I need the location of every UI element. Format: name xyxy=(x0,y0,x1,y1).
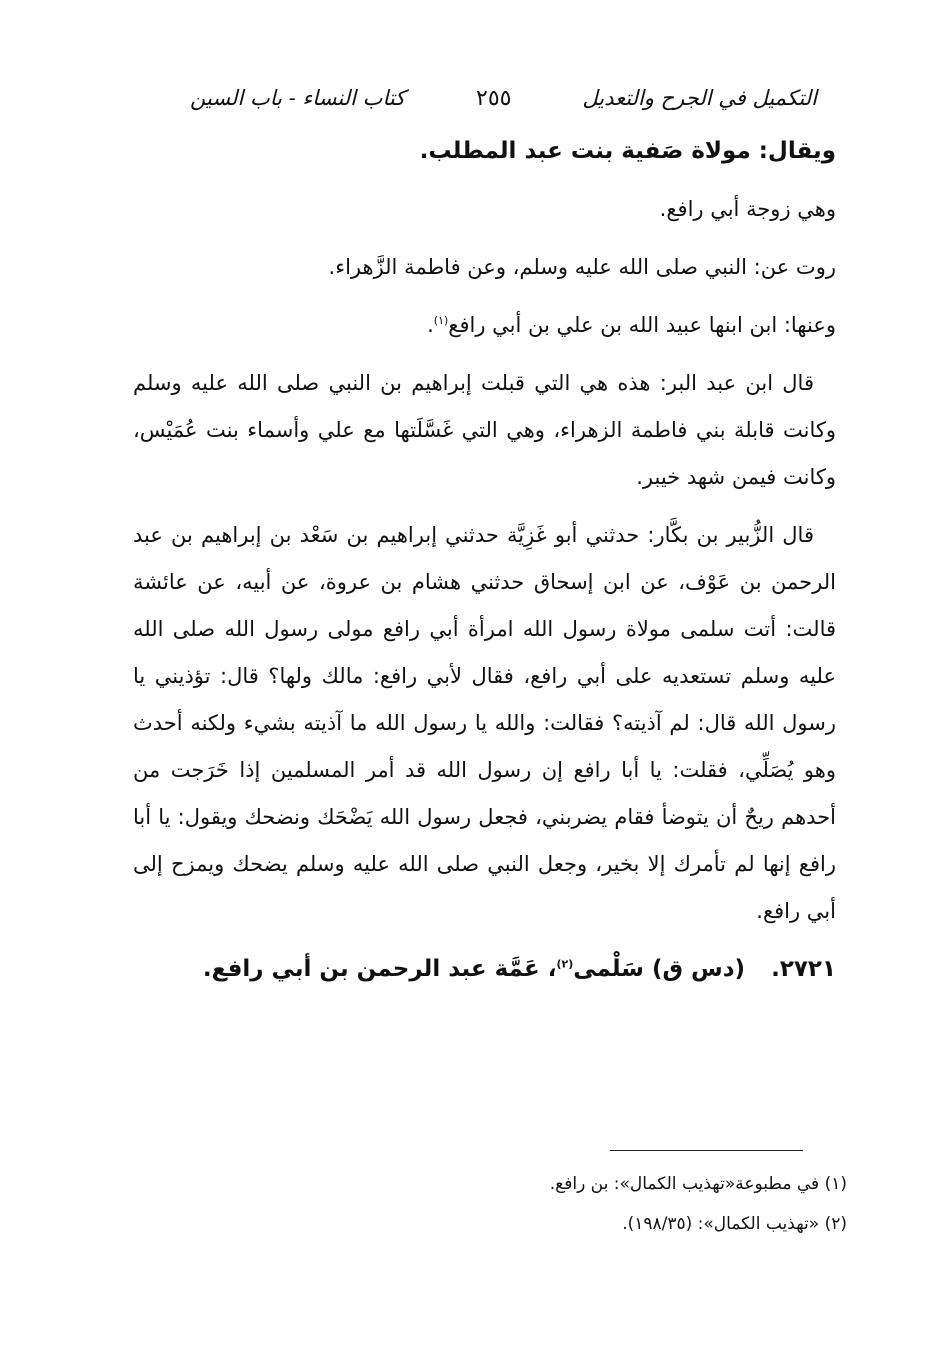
paragraph-ibn-abd-al-barr: قال ابن عبد البر: هذه هي التي قبلت إبراهيم بن النبي صلى الله عليه وسلم وكانت قابلة بني فاطمة الزهراء، وهي التي غَسَّلَتها مع علي وأسماء بنت عُمَيْس، وكانت فيمن شهد خيبر. xyxy=(133,371,836,489)
line-wife xyxy=(133,186,836,233)
paragraph-zubayr: قال الزُّبير بن بكَّار: حدثني أبو غَزِيَّة حدثني إبراهيم بن سَعْد بن إبراهيم بن عبد الرحمن بن عَوْف، عن ابن إسحاق حدثني هشام بن عروة، عن أبيه، عن عائشة قالت: أتت سلمى مولاة رسول الله امرأة أبي رافع مولى رسول الله صلى الله عليه وسلم تستعديه على أبي رافع، فقال لأبي رافع: مالك ولها؟ قال: تؤذيني يا رسول الله قال: لم آذيته؟ فقالت: والله يا رسول الله ما آذيته بشيء ولكنه أحدث وهو يُصَلِّي، فقلت: يا أبا رافع إن رسول الله قد أمر المسلمين إذا خَرَجت من أحدهم ريحٌ أن يتوضأ فقام يضربني، فجعل رسول الله يَضْحَك ونضحك ويقول: يا أبا رافع إنها لم تأمرك إلا بخير، وجعل النبي صلى الله عليه وسلم يضحك ويمزح إلى أبي رافع. xyxy=(133,523,836,923)
running-head xyxy=(190,78,817,118)
footnote-ref-1[interactable]: (١) xyxy=(433,314,449,327)
line-mawla xyxy=(133,128,836,175)
footnote-1: (١) في مطبوعة«تهذيب الكمال»: بن رافع. xyxy=(549,1174,847,1194)
line-narrated-from-text: روت عن: النبي صلى الله عليه وسلم، وعن فاطمة الزَّهراء. xyxy=(328,255,836,279)
line-narrated-by xyxy=(133,302,836,349)
main-text xyxy=(133,128,836,1004)
line-narrated-by-end: . xyxy=(427,313,434,337)
line-narrated-by-text: وعنها: ابن ابنها عبيد الله بن علي بن أبي رافع xyxy=(448,313,836,337)
footnote-2: (٢) «تهذيب الكمال»: (١٩٨/٣٥). xyxy=(622,1214,847,1234)
page-number: ٢٥٥ xyxy=(476,85,512,111)
footnote-ref-2[interactable]: (٢) xyxy=(556,957,574,971)
entry-heading xyxy=(133,946,836,993)
footnotes xyxy=(133,1164,847,1244)
book-title: التكميل في الجرح والتعديل xyxy=(582,86,817,110)
section-title: كتاب النساء - باب السين xyxy=(190,86,406,110)
line-mawla-text: ويقال: مولاة صَفية بنت عبد المطلب. xyxy=(419,138,836,164)
entry-rest: ، عَمَّة عبد الرحمن بن أبي رافع. xyxy=(202,956,557,982)
entry-name: سَلْمى xyxy=(573,956,644,982)
line-wife-text: وهي زوجة أبي رافع. xyxy=(659,197,836,221)
footnote-divider xyxy=(610,1150,803,1151)
entry-number: ٢٧٢١. xyxy=(771,956,836,982)
line-narrated-from xyxy=(133,244,836,291)
entry-code: (دس ق) xyxy=(651,956,746,982)
